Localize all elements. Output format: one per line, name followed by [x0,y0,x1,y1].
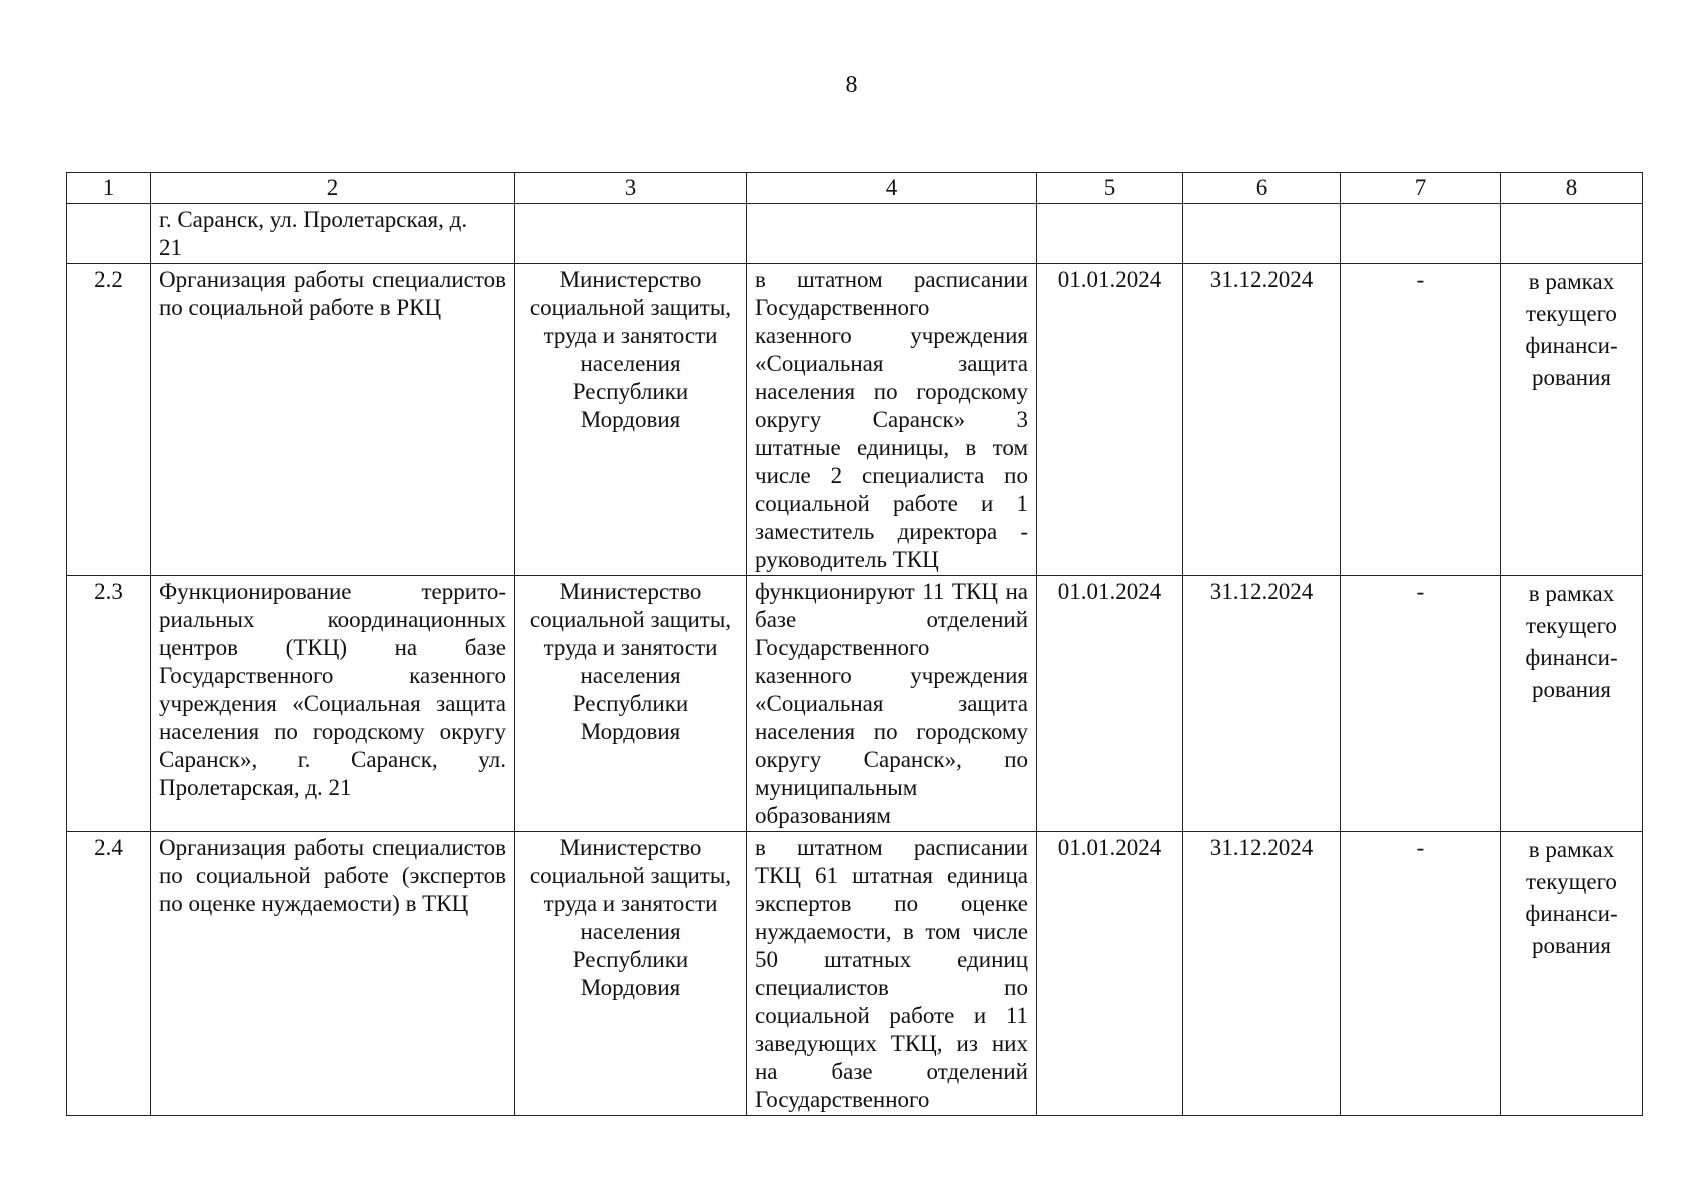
plan-table [66,172,1643,1116]
amount-cell: - [1341,264,1501,576]
executor-cell: Министерство социальной защиты, труда и занятости населения Республики Мордовия [515,832,747,1116]
start-date-cell: 01.01.2024 [1037,832,1183,1116]
column-header-2: 2 [151,173,515,204]
row-number: 2.2 [67,264,151,576]
end-date-cell: 31.12.2024 [1183,832,1341,1116]
column-header-6: 6 [1183,173,1341,204]
start-date-cell: 01.01.2024 [1037,264,1183,576]
financing-cell: в рамках текущего финанси-рования [1501,832,1643,1116]
continuation-address: г. Саранск, ул. Пролетарская, д. 21 [151,204,515,264]
column-header-1: 1 [67,173,151,204]
event-cell: Организация работы специалистов по социальной работе в РКЦ [151,264,515,576]
column-header-8: 8 [1501,173,1643,204]
event-cell: Функционирование террито-риальных координационных центров (ТКЦ) на базе Государственного казенного учреждения «Социальная защита населения по городскому округу Саранск», г. Саранск, ул. Пролетарская, д. 21 [151,576,515,832]
end-date-cell: 31.12.2024 [1183,576,1341,832]
column-header-5: 5 [1037,173,1183,204]
row-number: 2.3 [67,576,151,832]
amount-cell: - [1341,576,1501,832]
executor-cell: Министерство социальной защиты, труда и занятости населения Республики Мордовия [515,576,747,832]
column-header-7: 7 [1341,173,1501,204]
event-cell: Организация работы специалистов по социальной работе (экспертов по оценке нуждаемости) в ТКЦ [151,832,515,1116]
executor-cell: Министерство социальной защиты, труда и занятости населения Республики Мордовия [515,264,747,576]
result-cell: в штатном расписании ТКЦ 61 штатная единица экспертов по оценке нуждаемости, в том числе 50 штатных единиц специалистов по социальной работе и 11 заведующих ТКЦ, из них на базе отделений Государственного [747,832,1037,1116]
end-date-cell: 31.12.2024 [1183,264,1341,576]
row-number: 2.4 [67,832,151,1116]
continuation-row [67,204,1643,264]
financing-cell: в рамках текущего финанси-рования [1501,576,1643,832]
financing-cell: в рамках текущего финанси-рования [1501,264,1643,576]
page-number: 8 [845,72,858,98]
column-header-3: 3 [515,173,747,204]
column-header-4: 4 [747,173,1037,204]
amount-cell: - [1341,832,1501,1116]
header-row [67,173,1643,204]
table-row [67,576,1643,832]
result-cell: в штатном расписании Государственного казенного учреждения «Социальная защита населения по городскому округу Саранск» 3 штатные единицы, в том числе 2 специалиста по социальной работе и 1 заместитель директора - руководитель ТКЦ [747,264,1037,576]
result-cell: функционируют 11 ТКЦ на базе отделений Государственного казенного учреждения «Социальная защита населения по городскому округу Саранск», по муниципальным образованиям [747,576,1037,832]
table-row [67,264,1643,576]
start-date-cell: 01.01.2024 [1037,576,1183,832]
table-row [67,832,1643,1116]
